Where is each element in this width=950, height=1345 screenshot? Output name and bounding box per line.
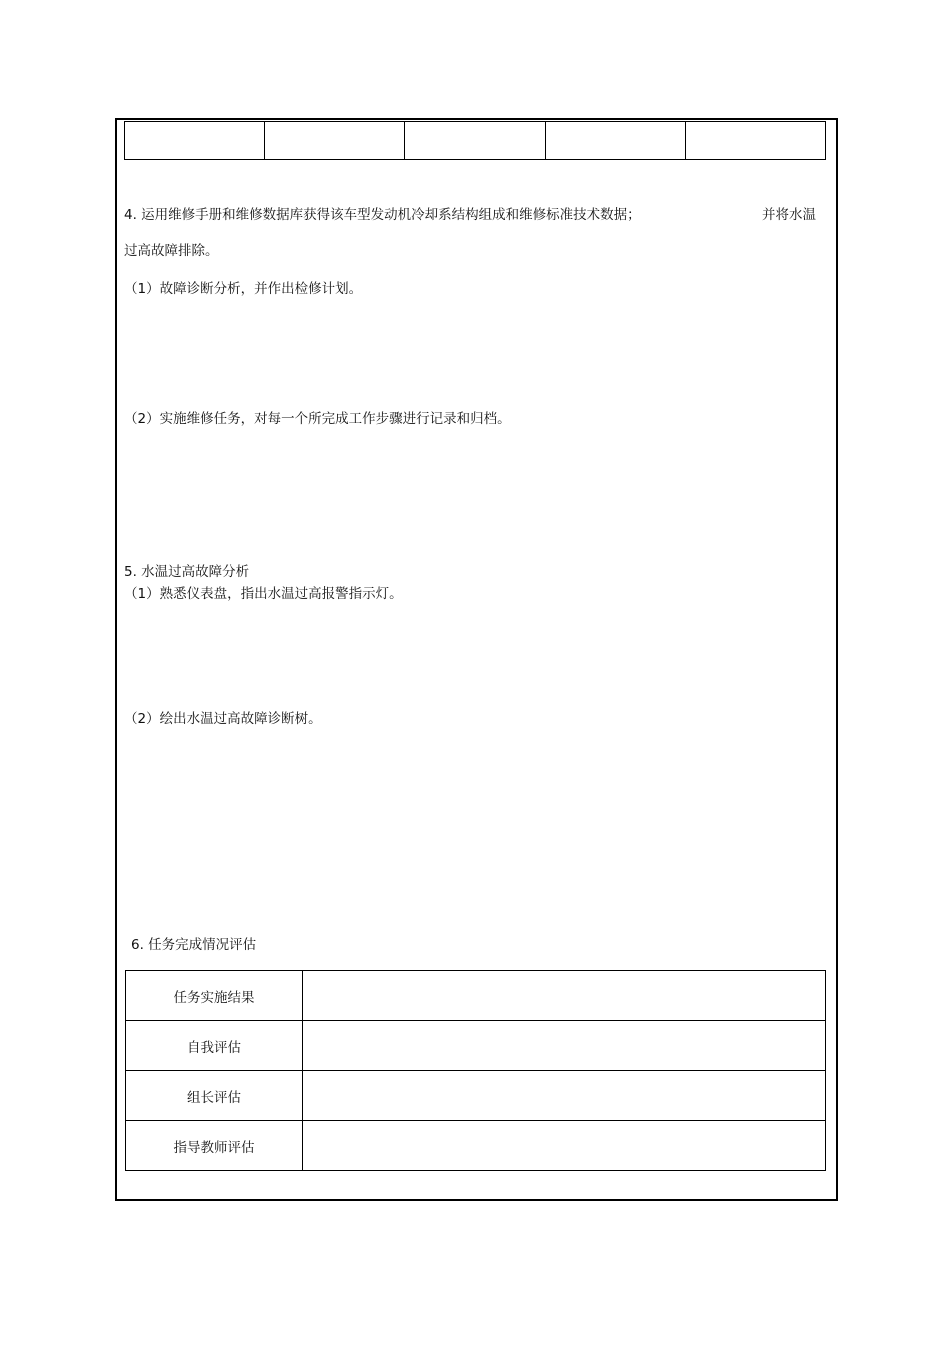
section5-item2: （2）绘出水温过高故障诊断树。 bbox=[124, 711, 322, 727]
eval-value-cell[interactable] bbox=[303, 1021, 826, 1071]
section4-intro-b: 并将水温 bbox=[762, 207, 816, 223]
table-row bbox=[125, 122, 826, 160]
section5-item1: （1）熟悉仪表盘，指出水温过高报警指示灯。 bbox=[124, 586, 403, 602]
eval-label: 指导教师评估 bbox=[126, 1121, 303, 1171]
top-blank-table bbox=[124, 121, 826, 160]
eval-value-cell[interactable] bbox=[303, 1071, 826, 1121]
eval-label: 组长评估 bbox=[126, 1071, 303, 1121]
eval-value-cell[interactable] bbox=[303, 971, 826, 1021]
table-cell[interactable] bbox=[405, 122, 545, 160]
table-cell[interactable] bbox=[265, 122, 405, 160]
section6-title: 6. 任务完成情况评估 bbox=[131, 937, 257, 953]
section4-intro-a: 4. 运用维修手册和维修数据库获得该车型发动机冷却系结构组成和维修标准技术数据； bbox=[124, 207, 641, 223]
evaluation-table bbox=[125, 970, 826, 1171]
table-cell[interactable] bbox=[685, 122, 825, 160]
section4-item1: （1）故障诊断分析，并作出检修计划。 bbox=[124, 281, 363, 297]
eval-label: 任务实施结果 bbox=[126, 971, 303, 1021]
table-row bbox=[126, 1021, 826, 1071]
table-cell[interactable] bbox=[125, 122, 265, 160]
section4-intro-c: 过高故障排除。 bbox=[124, 243, 219, 259]
table-row bbox=[126, 1071, 826, 1121]
eval-label: 自我评估 bbox=[126, 1021, 303, 1071]
section4-item2: （2）实施维修任务，对每一个所完成工作步骤进行记录和归档。 bbox=[124, 411, 511, 427]
table-cell[interactable] bbox=[545, 122, 685, 160]
eval-value-cell[interactable] bbox=[303, 1121, 826, 1171]
table-row bbox=[126, 1121, 826, 1171]
section5-title: 5. 水温过高故障分析 bbox=[124, 564, 250, 580]
table-row bbox=[126, 971, 826, 1021]
